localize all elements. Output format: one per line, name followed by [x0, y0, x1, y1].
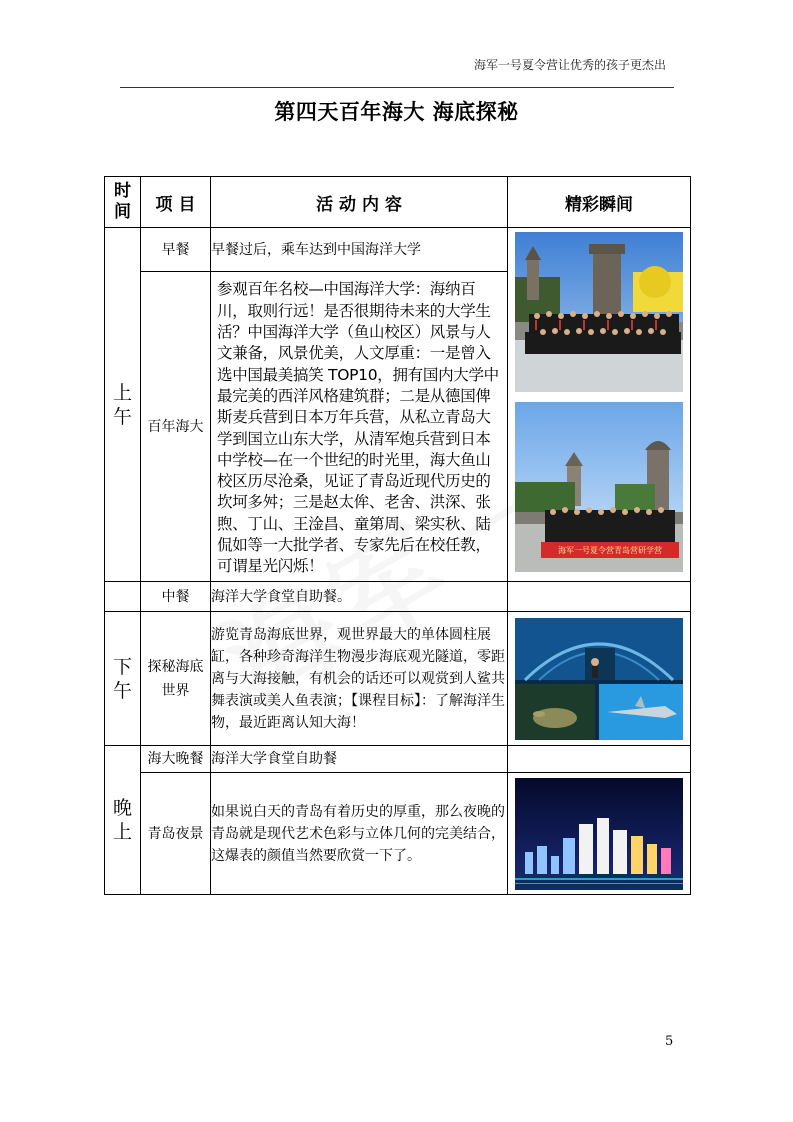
table-row	[105, 228, 691, 272]
content-ocean-university: 参观百年名校—中国海洋大学：海纳百川，取则行远！是否很期待未来的大学生活？中国海洋大学（鱼山校区）风景与人文兼备，风景优美，人文厚重：一是曾入选中国最美搞笑 TOP10，拥有国内大学中最完美的西洋风格建筑群；二是从德国俾斯麦兵营到日本万年兵营，从私立青岛大学到国立山东大学，从清军炮兵营到日本中学校—在一个世纪的时光里，海大鱼山校区历尽沧桑，见证了青岛近现代历史的坎坷多舛；三是赵太侔、老舍、洪深、张煦、丁山、王淦昌、童第周、梁实秋、陆侃如等一大批学者、专家先后在校任教，可谓星光闪烁！	[211, 272, 508, 582]
content-breakfast: 早餐过后，乘车达到中国海洋大学	[211, 228, 508, 272]
header-moment: 精彩瞬间	[508, 177, 691, 228]
header-item: 项 目	[141, 177, 211, 228]
item-ocean-university: 百年海大	[141, 272, 211, 582]
slot-afternoon: 下午	[105, 612, 141, 746]
item-lunch: 中餐	[141, 582, 211, 612]
content-underwater-world: 游览青岛海底世界，观世界最大的单体圆柱展缸，各种珍奇海洋生物漫步海底观光隧道，零距离与大海接触，有机会的话还可以观赏到人鲨共舞表演或美人鱼表演；【课程目标】：了解海洋生物，最近距离认知大海！	[211, 612, 508, 746]
item-breakfast: 早餐	[141, 228, 211, 272]
photo-cell-empty	[508, 746, 691, 773]
schedule-table	[104, 176, 691, 895]
table-header-row	[105, 177, 691, 228]
photo-cell-campus	[508, 228, 691, 582]
item-night-view: 青岛夜景	[141, 773, 211, 895]
table-row	[105, 582, 691, 612]
slot-evening: 晚上	[105, 746, 141, 895]
photo-cell-aquarium	[508, 612, 691, 746]
banner-text: 海军一号夏令营青岛营研学营	[558, 546, 662, 555]
table-row	[105, 773, 691, 895]
item-underwater-world: 探秘海底世界	[141, 612, 211, 746]
header-divider	[120, 87, 674, 88]
night-skyline-photo	[515, 778, 683, 890]
header-content: 活 动 内 容	[211, 177, 508, 228]
photo-cell-empty	[508, 582, 691, 612]
table-row	[105, 612, 691, 746]
content-dinner: 海洋大学食堂自助餐	[211, 746, 508, 773]
slot-morning: 上午	[105, 228, 141, 582]
table-row	[105, 746, 691, 773]
slot-empty	[105, 582, 141, 612]
campus-gate-photo	[515, 232, 683, 392]
page-number: 5	[665, 1034, 674, 1049]
campus-group-photo	[515, 402, 683, 572]
header-time: 时间	[105, 177, 141, 228]
content-lunch: 海洋大学食堂自助餐。	[211, 582, 508, 612]
aquarium-photo	[515, 618, 683, 740]
header-slogan: 海军一号夏令营让优秀的孩子更杰出	[473, 58, 666, 72]
photo-cell-night	[508, 773, 691, 895]
page-title: 第四天百年海大 海底探秘	[274, 100, 519, 124]
content-night-view: 如果说白天的青岛有着历史的厚重，那么夜晚的青岛就是现代艺术色彩与立体几何的完美结合，这爆表的颜值当然要欣赏一下了。	[211, 773, 508, 895]
item-dinner: 海大晚餐	[141, 746, 211, 773]
